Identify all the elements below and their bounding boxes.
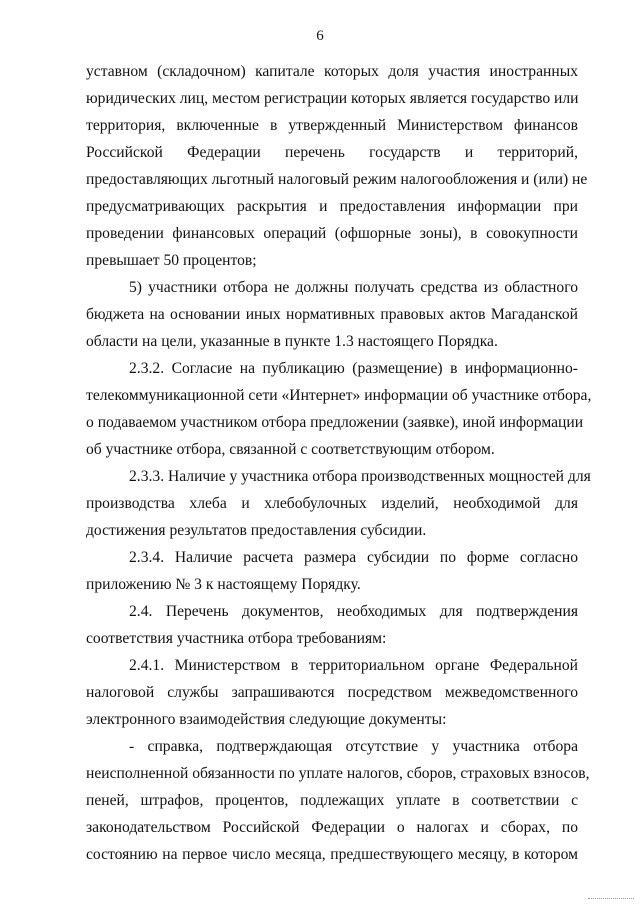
- text-line: бюджета на основании иных нормативных правовых актов Магаданской: [86, 306, 578, 323]
- text-line: 2.4.1. Министерством в территориальном органе Федеральной: [129, 657, 578, 674]
- text-line: 2.3.4. Наличие расчета размера субсидии по форме согласно: [129, 549, 578, 566]
- text-line: уставном (складочном) капитале которых доля участия иностранных: [86, 63, 578, 80]
- text-line: законодательством Российской Федерации о налогах и сборах, по: [86, 819, 578, 836]
- text-line: пеней, штрафов, процентов, подлежащих уплате в соответствии с: [86, 792, 578, 809]
- text-line: соответствия участника отбора требованиям:: [86, 630, 387, 647]
- text-line: электронного взаимодействия следующие документы:: [86, 711, 447, 728]
- text-line: территория, включенные в утвержденный Министерством финансов: [86, 117, 578, 134]
- text-line: о подаваемом участником отбора предложении (заявке), иной информации: [86, 414, 584, 431]
- text-line: 2.3.3. Наличие у участника отбора производственных мощностей для: [129, 468, 591, 485]
- scan-artifact: [588, 898, 634, 901]
- text-line: 2.4. Перечень документов, необходимых для подтверждения: [129, 603, 578, 620]
- text-line: Российской Федерации перечень государств и территорий,: [86, 144, 578, 161]
- text-line: - справка, подтверждающая отсутствие у участника отбора: [129, 738, 578, 755]
- text-line: достижения результатов предоставления субсидии.: [86, 522, 427, 539]
- text-line: предусматривающих раскрытия и предоставления информации при: [86, 198, 578, 215]
- text-line: налоговой службы запрашиваются посредством межведомственного: [86, 684, 578, 701]
- text-line: 2.3.2. Согласие на публикацию (размещение) в информационно-: [129, 360, 578, 377]
- text-line: неисполненной обязанности по уплате налогов, сборов, страховых взносов,: [86, 765, 590, 782]
- page-number: 6: [316, 28, 324, 44]
- text-line: предоставляющих льготный налоговый режим налогообложения и (или) не: [86, 171, 588, 188]
- text-line: проведении финансовых операций (офшорные зоны), в совокупности: [86, 225, 578, 242]
- text-line: производства хлеба и хлебобулочных изделий, необходимой для: [86, 495, 578, 512]
- text-line: юридических лиц, местом регистрации которых является государство или: [86, 90, 579, 107]
- text-line: области на цели, указанные в пункте 1.3 настоящего Порядка.: [86, 333, 498, 350]
- text-line: 5) участники отбора не должны получать средства из областного: [129, 279, 578, 296]
- text-line: об участнике отбора, связанной с соответствующим отбором.: [86, 441, 495, 458]
- text-line: состоянию на первое число месяца, предшествующего месяцу, в котором: [86, 846, 578, 863]
- text-line: превышает 50 процентов;: [86, 252, 257, 269]
- text-line: приложению № 3 к настоящему Порядку.: [86, 576, 361, 593]
- text-line: телекоммуникационной сети «Интернет» информации об участнике отбора,: [86, 387, 592, 404]
